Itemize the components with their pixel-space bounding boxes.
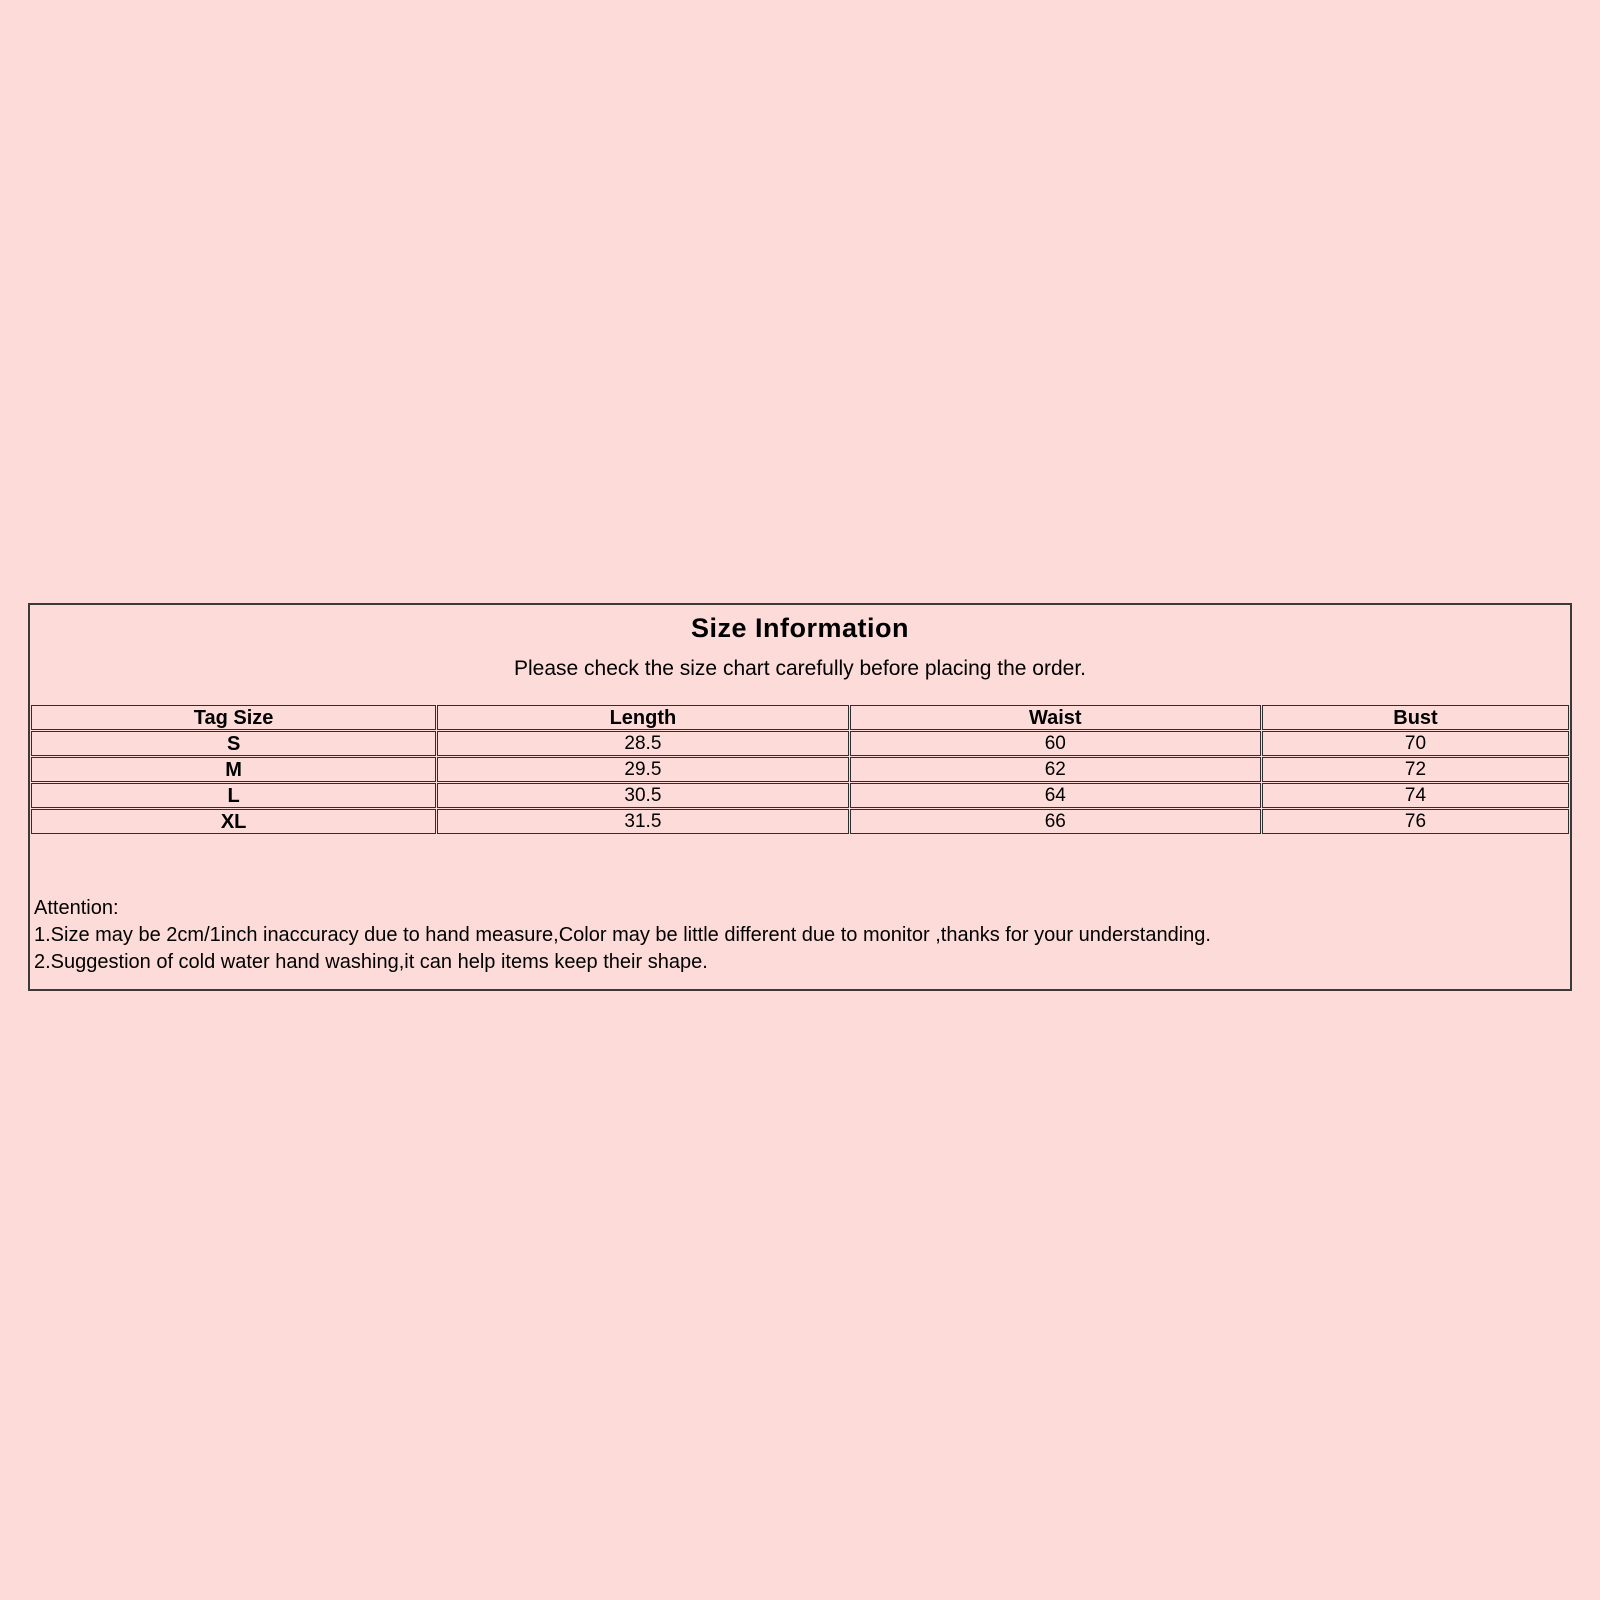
- cell-length: 30.5: [437, 783, 848, 808]
- header-bust: Bust: [1262, 705, 1569, 730]
- size-info-title: Size Information: [690, 613, 909, 643]
- cell-tag-size: L: [31, 783, 436, 808]
- cell-bust: 72: [1262, 757, 1569, 782]
- cell-tag-size: M: [31, 757, 436, 782]
- cell-tag-size: S: [31, 731, 436, 756]
- cell-tag-size: XL: [31, 809, 436, 834]
- cell-bust: 74: [1262, 783, 1569, 808]
- size-info-panel: [28, 603, 1572, 991]
- table-row-l: [31, 783, 1569, 808]
- cell-bust: 76: [1262, 809, 1569, 834]
- cell-length: 29.5: [437, 757, 848, 782]
- cell-length: 28.5: [437, 731, 848, 756]
- table-row-xl: [31, 809, 1569, 834]
- header-length: Length: [437, 705, 848, 730]
- cell-waist: 60: [850, 731, 1261, 756]
- header-tag-size: Tag Size: [31, 705, 436, 730]
- attention-note-2: 2.Suggestion of cold water hand washing,it can help items keep their shape.: [34, 951, 708, 973]
- header-waist: Waist: [850, 705, 1261, 730]
- cell-waist: 66: [850, 809, 1261, 834]
- cell-waist: 64: [850, 783, 1261, 808]
- cell-waist: 62: [850, 757, 1261, 782]
- attention-note-1: 1.Size may be 2cm/1inch inaccuracy due to hand measure,Color may be little different due to monitor ,thanks for your understanding.: [34, 924, 1211, 946]
- table-row-s: [31, 731, 1569, 756]
- size-info-subtitle: Please check the size chart carefully before placing the order.: [514, 657, 1086, 680]
- attention-block: [34, 895, 1554, 976]
- size-table-header-row: [31, 705, 1569, 730]
- table-row-m: [31, 757, 1569, 782]
- attention-heading: Attention:: [34, 897, 119, 919]
- cell-length: 31.5: [437, 809, 848, 834]
- size-chart-table: [30, 704, 1570, 835]
- cell-bust: 70: [1262, 731, 1569, 756]
